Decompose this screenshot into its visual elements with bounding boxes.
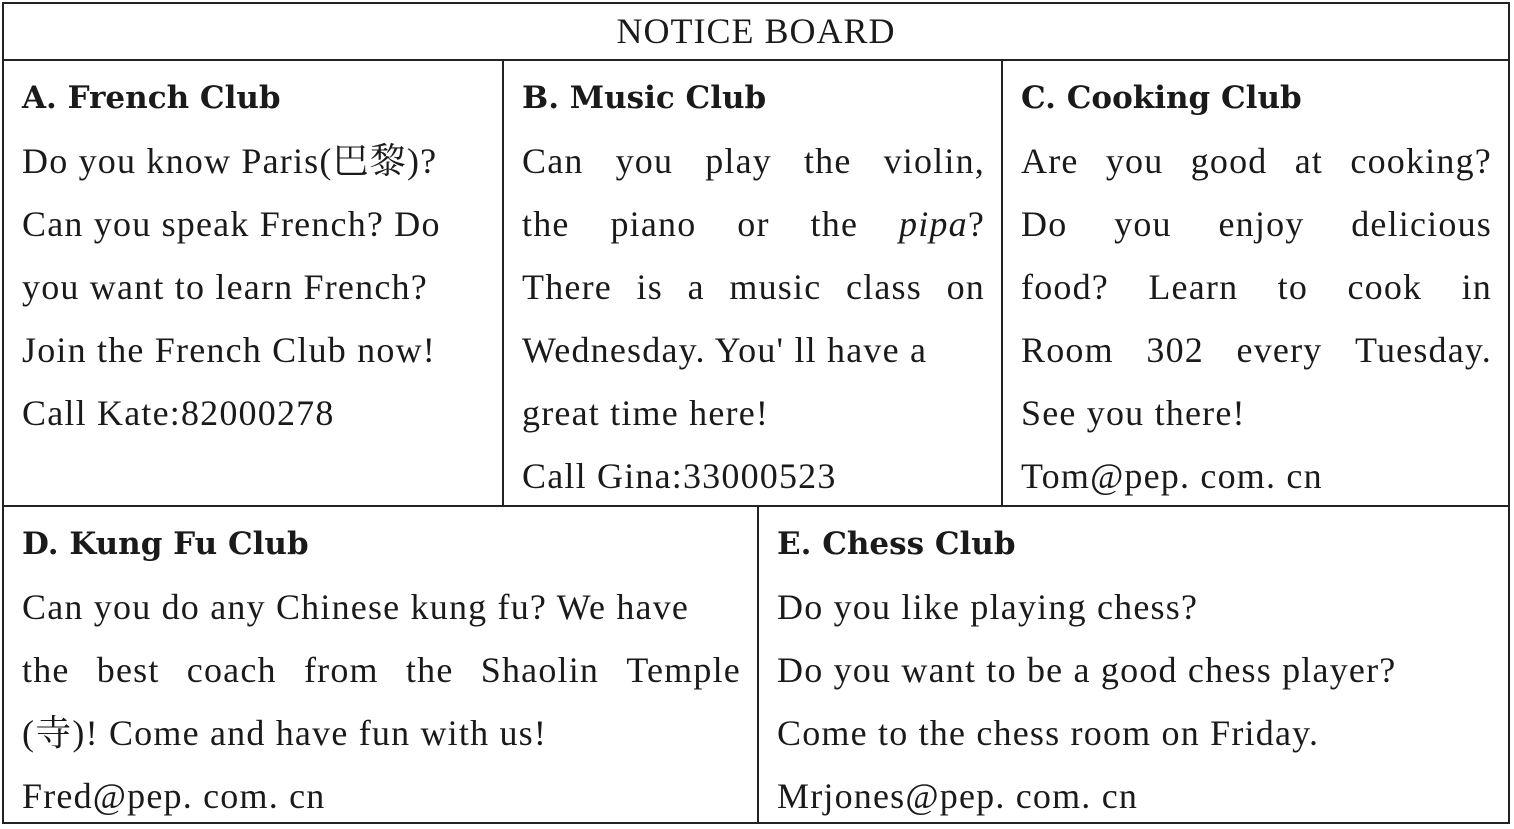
french-club-line: Join the French Club now! — [22, 330, 436, 370]
kung-fu-club-heading: D. Kung Fu Club — [22, 526, 309, 562]
word: 302 — [1146, 330, 1204, 370]
word: you — [1114, 204, 1172, 244]
chess-club-body — [777, 576, 1492, 828]
kung-fu-club-line: (寺)! Come and have fun with us! — [22, 713, 548, 753]
music-club-phone: Call Gina:33000523 — [522, 456, 837, 496]
chess-club-notice — [759, 507, 1508, 824]
word-group — [899, 193, 985, 256]
cooking-club-line — [1021, 319, 1492, 382]
kung-fu-club-line: Can you do any Chinese kung fu? We have — [22, 587, 690, 627]
cooking-club-line — [1021, 256, 1492, 319]
music-club-line — [522, 193, 985, 256]
word: Temple — [626, 650, 741, 690]
question-mark: ? — [967, 204, 985, 244]
music-club-heading: B. Music Club — [522, 80, 767, 116]
music-club-line: great time here! — [522, 393, 770, 433]
word: cook — [1347, 267, 1423, 307]
cooking-club-line: See you there! — [1021, 393, 1246, 433]
word: in — [1461, 267, 1492, 307]
word: the — [22, 650, 70, 690]
french-club-line: you want to learn French? — [22, 267, 428, 307]
french-club-phone: Call Kate:82000278 — [22, 393, 335, 433]
word: at — [1294, 141, 1324, 181]
word: delicious — [1351, 204, 1492, 244]
kung-fu-club-body — [22, 576, 741, 828]
pipa-word: pipa — [899, 204, 968, 244]
word: is — [636, 267, 663, 307]
french-club-body — [22, 130, 486, 445]
word: There — [522, 267, 612, 307]
kung-fu-club-notice — [4, 507, 759, 824]
word: best — [96, 650, 160, 690]
chess-club-heading: E. Chess Club — [777, 526, 1016, 562]
word: Tuesday. — [1355, 330, 1492, 370]
music-club-line — [522, 130, 985, 193]
cooking-club-line — [1021, 193, 1492, 256]
kung-fu-club-email: Fred@pep. com. cn — [22, 776, 326, 816]
word: Do — [1021, 204, 1068, 244]
chess-club-line: Do you like playing chess? — [777, 587, 1199, 627]
word: food? — [1021, 267, 1109, 307]
word: you — [615, 141, 674, 181]
chess-club-email: Mrjones@pep. com. cn — [777, 776, 1139, 816]
word: the — [405, 650, 454, 690]
music-club-notice — [504, 61, 1003, 506]
chess-club-line: Come to the chess room on Friday. — [777, 713, 1320, 753]
word: the — [522, 204, 570, 244]
word: the — [803, 141, 852, 181]
word: class — [845, 267, 922, 307]
french-club-heading: A. French Club — [22, 80, 281, 116]
music-club-line — [522, 256, 985, 319]
word: the — [810, 204, 859, 244]
cooking-club-heading: C. Cooking Club — [1021, 80, 1302, 116]
word: a — [687, 267, 705, 307]
kung-fu-club-line — [22, 639, 741, 702]
word: you — [1105, 141, 1164, 181]
word: enjoy — [1218, 204, 1305, 244]
notice-board — [2, 2, 1510, 824]
board-title: NOTICE BOARD — [4, 4, 1508, 61]
cooking-club-email: Tom@pep. com. cn — [1021, 456, 1323, 496]
word: on — [946, 267, 985, 307]
word: Room — [1021, 330, 1114, 370]
french-club-notice — [4, 61, 504, 506]
french-club-line: Can you speak French? Do — [22, 204, 441, 244]
word: good — [1190, 141, 1268, 181]
word: play — [705, 141, 772, 181]
chess-club-line: Do you want to be a good chess player? — [777, 650, 1397, 690]
word: to — [1277, 267, 1309, 307]
cooking-club-line — [1021, 130, 1492, 193]
word: from — [303, 650, 379, 690]
word: coach — [186, 650, 277, 690]
word: every — [1236, 330, 1323, 370]
word: Are — [1021, 141, 1079, 181]
word: violin, — [883, 141, 985, 181]
cooking-club-notice — [1003, 61, 1508, 506]
french-club-line: Do you know Paris(巴黎)? — [22, 141, 438, 181]
cooking-club-body — [1021, 130, 1492, 508]
word: or — [737, 204, 770, 244]
music-club-body — [522, 130, 985, 508]
word: cooking? — [1350, 141, 1492, 181]
music-club-line: Wednesday. You' ll have a — [522, 330, 928, 370]
word: piano — [610, 204, 697, 244]
word: Can — [522, 141, 584, 181]
word: Learn — [1148, 267, 1239, 307]
word: Shaolin — [480, 650, 600, 690]
word: music — [729, 267, 822, 307]
